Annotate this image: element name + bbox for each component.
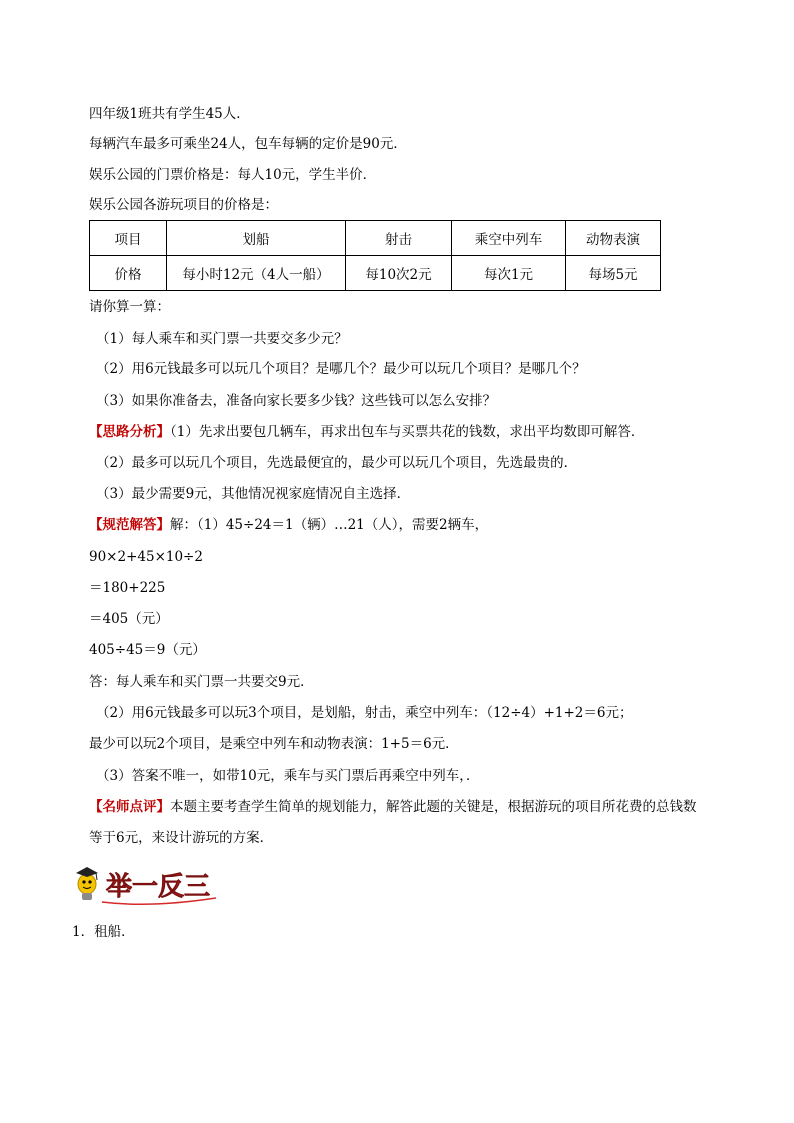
table-cell: 每次1元 xyxy=(452,256,566,291)
question-2: （2）用6元钱最多可以玩几个项目？是哪几个？最少可以玩几个项目？是哪几个？ xyxy=(96,361,586,377)
table-cell: 划船 xyxy=(167,221,346,256)
table-cell: 每场5元 xyxy=(566,256,661,291)
calc-line-3: ＝405（元） xyxy=(89,611,169,627)
analysis-line-1 xyxy=(89,423,644,441)
intro-line-1: 四年级1班共有学生45人． xyxy=(89,106,250,122)
analysis-label: 【思路分析】 xyxy=(89,424,170,440)
solution-part-2b: 最少可以玩2个项目，是乘空中列车和动物表演：1+5＝6元． xyxy=(89,736,459,752)
table-cell: 每10次2元 xyxy=(346,256,452,291)
solution-text-1: 解：（1）45÷24＝1（辆）…21（人），需要2辆车， xyxy=(170,517,489,533)
comment-line-2: 等于6元，来设计游玩的方案． xyxy=(89,830,274,846)
table-header-row xyxy=(90,221,661,256)
table-cell: 动物表演 xyxy=(566,221,661,256)
calc-line-2: ＝180+225 xyxy=(89,580,166,596)
question-1: （1）每人乘车和买门票一共要交多少元？ xyxy=(96,331,348,347)
comment-label: 【名师点评】 xyxy=(89,799,170,815)
section-logo xyxy=(70,862,230,908)
solution-part-2a: （2）用6元钱最多可以玩3个项目，是划船，射击，乘空中列车：（12÷4）+1+2＝6元； xyxy=(96,705,633,721)
table-cell: 乘空中列车 xyxy=(452,221,566,256)
analysis-line-3: （3）最少需要9元，其他情况视家庭情况自主选择． xyxy=(96,486,411,502)
solution-line-1 xyxy=(89,516,488,534)
calc-line-4: 405÷45＝9（元） xyxy=(89,642,206,658)
intro-line-2: 每辆汽车最多可乘坐24人，包车每辆的定价是90元． xyxy=(89,136,407,152)
comment-text-1: 本题主要考查学生简单的规划能力，解答此题的关键是，根据游玩的项目所花费的总钱数 xyxy=(170,799,697,815)
analysis-line-2: （2）最多可以玩几个项目，先选最便宜的，最少可以玩几个项目，先选最贵的． xyxy=(96,455,578,471)
questions-lead: 请你算一算： xyxy=(89,299,170,315)
calc-line-1: 90×2+45×10÷2 xyxy=(89,549,203,565)
answer-line-1: 答：每人乘车和买门票一共要交9元． xyxy=(89,674,314,690)
table-cell: 射击 xyxy=(346,221,452,256)
price-table xyxy=(89,220,661,291)
lightbulb-icon xyxy=(76,867,98,900)
intro-line-4: 娱乐公园各游玩项目的价格是： xyxy=(89,197,278,213)
solution-label: 【规范解答】 xyxy=(89,517,170,533)
table-cell: 价格 xyxy=(90,256,167,291)
table-cell: 项目 xyxy=(90,221,167,256)
solution-part-3: （3）答案不唯一，如带10元，乘车与买门票后再乘空中列车，． xyxy=(96,768,480,784)
table-cell: 每小时12元（4人一船） xyxy=(167,256,346,291)
intro-line-3: 娱乐公园的门票价格是：每人10元，学生半价． xyxy=(89,167,377,183)
question-3: （3）如果你准备去，准备向家长要多少钱？这些钱可以怎么安排？ xyxy=(96,393,497,409)
exercise-item-1: 1．租船． xyxy=(72,924,135,940)
section-logo-text: 举一反三 xyxy=(106,872,211,901)
comment-line-1 xyxy=(89,798,697,816)
table-row xyxy=(90,256,661,291)
analysis-text-1: （1）先求出要包几辆车，再求出包车与买票共花的钱数，求出平均数即可解答． xyxy=(170,424,645,440)
